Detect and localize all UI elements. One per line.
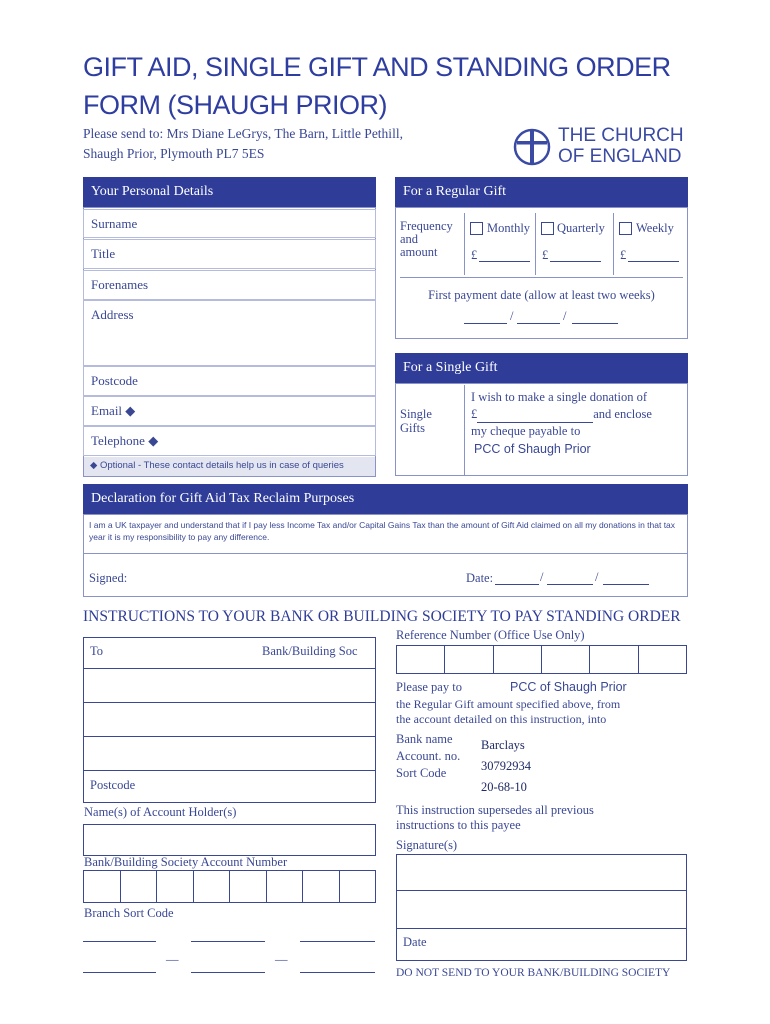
logo-line-2: OF ENGLAND — [558, 146, 682, 167]
quarterly-amount-field[interactable] — [550, 261, 601, 262]
single-gift-amount-row — [471, 406, 683, 423]
postcode-field[interactable] — [83, 366, 376, 396]
account-digit-box[interactable] — [157, 870, 194, 903]
account-holders-field[interactable] — [83, 824, 376, 856]
single-gifts-label-1: Single — [400, 407, 432, 421]
bank-address-field[interactable] — [84, 669, 375, 769]
single-gift-text — [471, 389, 683, 440]
reference-box[interactable] — [639, 645, 687, 674]
sort-code-dash: __ — [275, 948, 288, 962]
single-gifts-label-2: Gifts — [400, 421, 425, 435]
first-payment-month-field[interactable] — [517, 323, 560, 324]
surname-label: Surname — [91, 216, 138, 231]
divider — [400, 277, 683, 278]
address-label: Address — [91, 307, 134, 322]
regular-gift-header: For a Regular Gift — [395, 177, 688, 207]
sort-code-field-5[interactable] — [191, 972, 265, 973]
weekly-amount-field[interactable] — [628, 261, 679, 262]
declaration-day-field[interactable] — [495, 584, 539, 585]
to-label: To — [90, 644, 104, 658]
divider — [464, 213, 465, 275]
sort-code-field-1[interactable] — [83, 941, 156, 942]
sort-code-field-4[interactable] — [83, 972, 156, 973]
account-holders-label: Name(s) of Account Holder(s) — [84, 805, 237, 819]
single-gift-amount-field[interactable] — [477, 410, 593, 423]
payee-sort-code-label: Sort Code — [396, 766, 447, 780]
declaration-header: Declaration for Gift Aid Tax Reclaim Purposes — [83, 484, 688, 514]
account-digit-box[interactable] — [340, 870, 377, 903]
account-digit-box[interactable] — [230, 870, 267, 903]
telephone-label: Telephone ◆ — [91, 433, 159, 448]
account-digit-box[interactable] — [194, 870, 231, 903]
title-field[interactable] — [83, 239, 376, 269]
weekly-label: Weekly — [636, 221, 674, 235]
signatures-label: Signature(s) — [396, 838, 458, 852]
title-label: Title — [91, 246, 116, 261]
form-title-line-1: GIFT AID, SINGLE GIFT AND STANDING ORDER — [83, 52, 671, 82]
single-gift-text-3: my cheque payable to — [471, 424, 581, 438]
bank-date-field[interactable] — [396, 929, 687, 961]
sort-code-field-6[interactable] — [300, 972, 375, 973]
pay-instruction-line-1: the Regular Gift amount specified above, from — [396, 697, 621, 711]
declaration-text: I am a UK taxpayer and understand that if I pay less Income Tax and/or Capital Gains Tax than the amount of Gift Aid claimed on all my donations in that tax year it is my responsibility to pay any difference. — [89, 520, 676, 542]
weekly-option[interactable] — [619, 221, 674, 236]
form-title — [83, 48, 683, 124]
first-payment-label: First payment date (allow at least two weeks) — [428, 288, 655, 302]
logo-line-1: THE CHURCH — [558, 125, 684, 146]
monthly-option[interactable] — [470, 221, 530, 236]
date-separator: / — [510, 309, 514, 323]
account-number-label: Bank/Building Society Account Number — [84, 855, 288, 869]
bank-soc-label: Bank/Building Soc — [262, 644, 358, 658]
account-number-boxes — [83, 870, 376, 903]
bank-name-value: Barclays — [481, 738, 525, 752]
personal-details-header: Your Personal Details — [83, 177, 376, 207]
supersedes-text — [396, 803, 594, 833]
supersedes-line-1: This instruction supersedes all previous — [396, 803, 594, 817]
church-of-england-logo-icon — [512, 127, 552, 167]
quarterly-label: Quarterly — [557, 221, 605, 235]
do-not-send-notice: DO NOT SEND TO YOUR BANK/BUILDING SOCIETY — [396, 967, 671, 979]
bank-postcode-label: Postcode — [90, 778, 136, 792]
optional-note — [84, 457, 375, 476]
telephone-field[interactable] — [83, 426, 376, 456]
frequency-label-2: and — [400, 232, 419, 246]
bank-name-label: Bank name — [396, 732, 453, 746]
signed-field[interactable] — [140, 555, 440, 595]
form-title-line-2: FORM (SHAUGH PRIOR) — [83, 90, 387, 120]
reference-box[interactable] — [396, 645, 445, 674]
declaration-year-field[interactable] — [603, 584, 649, 585]
account-no-value: 30792934 — [481, 759, 531, 773]
optional-note-text: ◆ Optional - These contact details help us in case of queries — [90, 460, 344, 471]
date-separator: / — [563, 309, 567, 323]
account-digit-box[interactable] — [83, 870, 121, 903]
forenames-label: Forenames — [91, 277, 149, 292]
single-gift-header: For a Single Gift — [395, 353, 688, 383]
send-to-line-1: Please send to: Mrs Diane LeGrys, The Barn, Little Pethill, — [83, 126, 403, 141]
frequency-label — [400, 220, 453, 259]
reference-number-label: Reference Number (Office Use Only) — [396, 628, 585, 642]
bank-date-label: Date — [403, 935, 427, 949]
account-digit-box[interactable] — [267, 870, 304, 903]
sort-code-dash: __ — [166, 948, 179, 962]
weekly-checkbox[interactable] — [619, 222, 632, 235]
account-no-label: Account. no. — [396, 749, 461, 763]
declaration-date-label: Date: — [466, 571, 494, 585]
account-digit-box[interactable] — [303, 870, 340, 903]
single-gift-enclose: and enclose — [593, 407, 652, 421]
quarterly-pound: £ — [542, 248, 549, 262]
frequency-label-3: amount — [400, 245, 438, 259]
divider — [84, 770, 375, 771]
pay-instruction-line-2: the account detailed on this instruction, into — [396, 712, 607, 726]
reference-box[interactable] — [542, 645, 590, 674]
first-payment-day-field[interactable] — [464, 323, 507, 324]
please-pay-to-payee: PCC of Shaugh Prior — [510, 680, 627, 694]
divider — [535, 213, 536, 275]
email-field[interactable] — [83, 396, 376, 426]
bank-instructions-heading: INSTRUCTIONS TO YOUR BANK OR BUILDING SOCIETY TO PAY STANDING ORDER — [83, 608, 681, 625]
sort-code-value: 20-68-10 — [481, 780, 527, 794]
forenames-field[interactable] — [83, 270, 376, 300]
quarterly-checkbox[interactable] — [541, 222, 554, 235]
weekly-pound: £ — [620, 248, 627, 262]
please-pay-to-label: Please pay to — [396, 680, 462, 694]
monthly-amount-field[interactable] — [479, 261, 530, 262]
monthly-label: Monthly — [487, 221, 531, 235]
signature-field-1[interactable] — [396, 854, 687, 891]
payee-bank-labels — [396, 731, 460, 782]
church-logo-text — [558, 125, 684, 167]
send-to-line-2: Shaugh Prior, Plymouth PL7 5ES — [83, 146, 265, 161]
single-gift-pound: £ — [471, 407, 478, 421]
send-to-address — [83, 124, 503, 164]
account-digit-box[interactable] — [121, 870, 158, 903]
postcode-label: Postcode — [91, 373, 138, 388]
single-gifts-label — [400, 407, 432, 435]
divider — [84, 553, 687, 554]
divider — [613, 213, 614, 275]
reference-number-boxes — [396, 645, 687, 674]
reference-box[interactable] — [590, 645, 638, 674]
monthly-pound: £ — [471, 248, 478, 262]
date-separator: / — [540, 570, 544, 584]
divider — [464, 385, 465, 475]
reference-box[interactable] — [494, 645, 542, 674]
first-payment-year-field[interactable] — [572, 323, 618, 324]
sort-code-field-3[interactable] — [300, 941, 375, 942]
frequency-label-1: Frequency — [400, 219, 453, 233]
sort-code-field-2[interactable] — [191, 941, 265, 942]
surname-field[interactable] — [83, 209, 376, 238]
address-field[interactable] — [83, 300, 376, 366]
pay-instruction-text — [396, 697, 688, 727]
supersedes-line-2: instructions to this payee — [396, 818, 521, 832]
quarterly-option[interactable] — [541, 221, 605, 236]
single-gift-text-1: I wish to make a single donation of — [471, 390, 648, 404]
single-gift-payee: PCC of Shaugh Prior — [474, 442, 591, 456]
monthly-checkbox[interactable] — [470, 222, 483, 235]
date-separator: / — [595, 570, 599, 584]
signature-field-2[interactable] — [396, 891, 687, 929]
signed-label: Signed: — [89, 571, 128, 585]
reference-box[interactable] — [445, 645, 493, 674]
declaration-month-field[interactable] — [547, 584, 593, 585]
sort-code-label: Branch Sort Code — [84, 906, 174, 920]
email-label: Email ◆ — [91, 403, 136, 418]
payee-bank-values — [481, 735, 531, 798]
